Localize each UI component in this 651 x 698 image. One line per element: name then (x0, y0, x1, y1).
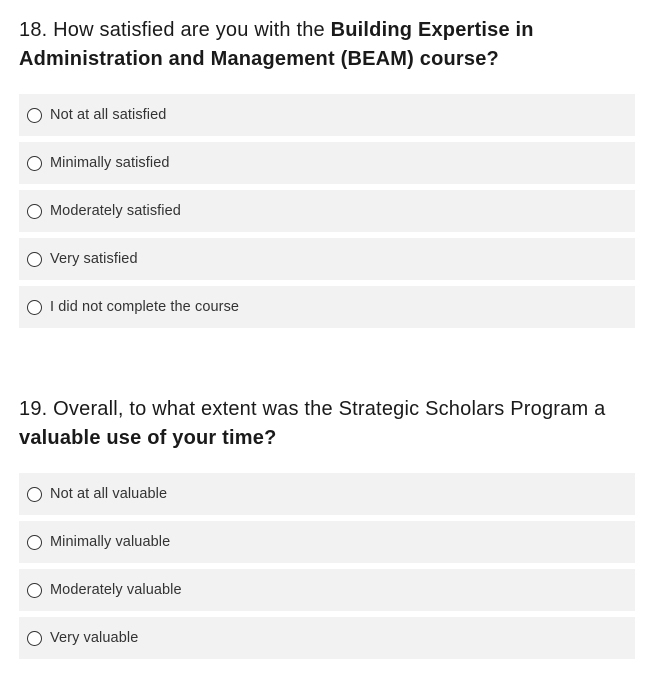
question-18-options (19, 94, 635, 334)
radio-button[interactable] (27, 252, 42, 267)
radio-button[interactable] (27, 108, 42, 123)
radio-button[interactable] (27, 204, 42, 219)
option-label: Minimally satisfied (50, 155, 170, 171)
radio-button[interactable] (27, 631, 42, 646)
radio-button[interactable] (27, 583, 42, 598)
option-label: Not at all valuable (50, 486, 168, 502)
radio-button[interactable] (27, 487, 42, 502)
option-very-valuable[interactable] (19, 617, 635, 659)
option-very-satisfied[interactable] (19, 238, 635, 280)
option-minimally-valuable[interactable] (19, 521, 635, 563)
question-19-options (19, 473, 635, 665)
option-not-at-all-satisfied[interactable] (19, 94, 635, 136)
radio-button[interactable] (27, 156, 42, 171)
question-19-prefix: 19. Overall, to what extent was the Strategic Scholars Program a (19, 398, 606, 420)
question-18-prefix: 18. How satisfied are you with the (19, 19, 331, 41)
radio-button[interactable] (27, 300, 42, 315)
question-19 (19, 395, 635, 646)
option-label: Moderately valuable (50, 582, 182, 598)
option-label: Moderately satisfied (50, 203, 181, 219)
question-18 (19, 16, 635, 315)
question-19-title (19, 395, 635, 453)
radio-button[interactable] (27, 535, 42, 550)
option-label: Minimally valuable (50, 534, 171, 550)
question-19-emphasis: valuable use of your time? (19, 427, 277, 449)
option-label: Very valuable (50, 630, 139, 646)
option-not-at-all-valuable[interactable] (19, 473, 635, 515)
option-minimally-satisfied[interactable] (19, 142, 635, 184)
option-label: I did not complete the course (50, 299, 240, 315)
option-label: Not at all satisfied (50, 107, 167, 123)
option-moderately-satisfied[interactable] (19, 190, 635, 232)
question-18-title (19, 16, 635, 74)
question-18-emphasis: Building Expertise in Administration and Management (BEAM) course? (19, 19, 534, 70)
option-did-not-complete[interactable] (19, 286, 635, 328)
option-label: Very satisfied (50, 251, 138, 267)
option-moderately-valuable[interactable] (19, 569, 635, 611)
